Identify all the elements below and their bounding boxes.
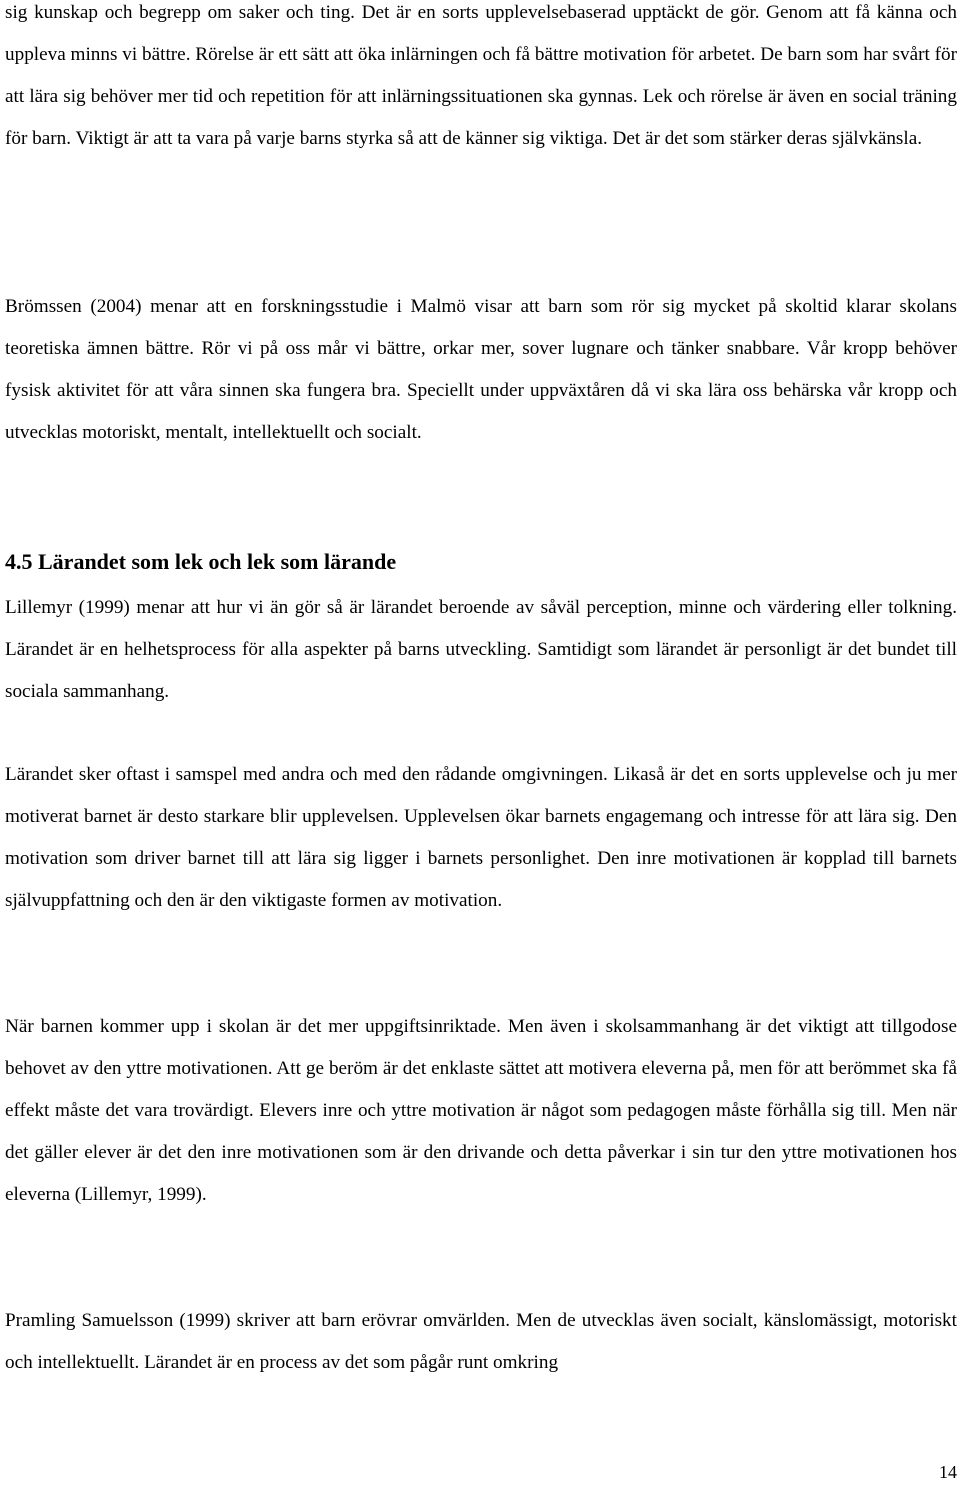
paragraph-motion-learning: sig kunskap och begrepp om saker och ting. Det är en sorts upplevelsebaserad upptäckt de gör. Genom att få känna och uppleva minns vi bättre. Rörelse är ett sätt att öka inlärningen och få bättre motivation för arbetet. De barn som har svårt för att lära sig behöver mer tid och repetition för att inlärningssituationen ska gynnas. Lek och rörelse är även en social träning för barn. Viktigt är att ta vara på varje barns styrka så att de känner sig viktiga. Det är det som stärker deras självkänsla. (5, 2, 957, 149)
section-heading: 4.5 Lärandet som lek och lek som lärande (5, 549, 397, 574)
paragraph-samspel: Lärandet sker oftast i samspel med andra och med den rådande omgivningen. Likaså är det en sorts upplevelse och ju mer motiverat barnet är desto starkare blir upplevelsen. Upplevelsen ökar barnets engagemang och intresse för att lära sig. Den motivation som driver barnet till att lära sig ligger i barnets personlighet. Den inre motivationen är kopplad till barnets självuppfattning och den är den viktigaste formen av motivation. (5, 764, 957, 911)
paragraph-motivation-school: När barnen kommer upp i skolan är det mer uppgiftsinriktade. Men även i skolsammanhang är det viktigt att tillgodose behovet av den yttre motivationen. Att ge beröm är det enklaste sättet att motivera eleverna på, men för att berömmet ska få effekt måste det vara trovärdigt. Elevers inre och yttre motivation är något som pedagogen måste förhålla sig till. Men när det gäller elever är det den inre motivationen som är den drivande och detta påverkar i sin tur den yttre motivationen hos eleverna (Lillemyr, 1999). (5, 1016, 957, 1205)
page-number: 14 (939, 1462, 957, 1482)
paragraph-bromssen: Brömssen (2004) menar att en forskningsstudie i Malmö visar att barn som rör sig mycket på skoltid klarar skolans teoretiska ämnen bättre. Rör vi på oss mår vi bättre, orkar mer, sover lugnare och tänker snabbare. Vår kropp behöver fysisk aktivitet för att våra sinnen ska fungera bra. Speciellt under uppväxtåren då vi ska lära oss behärska vår kropp och utvecklas motoriskt, mentalt, intellektuellt och socialt. (5, 296, 957, 443)
paragraph-lillemyr: Lillemyr (1999) menar att hur vi än gör så är lärandet beroende av såväl perception, minne och värdering eller tolkning. Lärandet är en helhetsprocess för alla aspekter på barns utveckling. Samtidigt som lärandet är personligt är det bundet till sociala sammanhang. (5, 597, 957, 702)
paragraph-pramling: Pramling Samuelsson (1999) skriver att barn erövrar omvärlden. Men de utvecklas även socialt, känslomässigt, motoriskt och intellektuellt. Lärandet är en process av det som pågår runt omkring (5, 1310, 957, 1373)
